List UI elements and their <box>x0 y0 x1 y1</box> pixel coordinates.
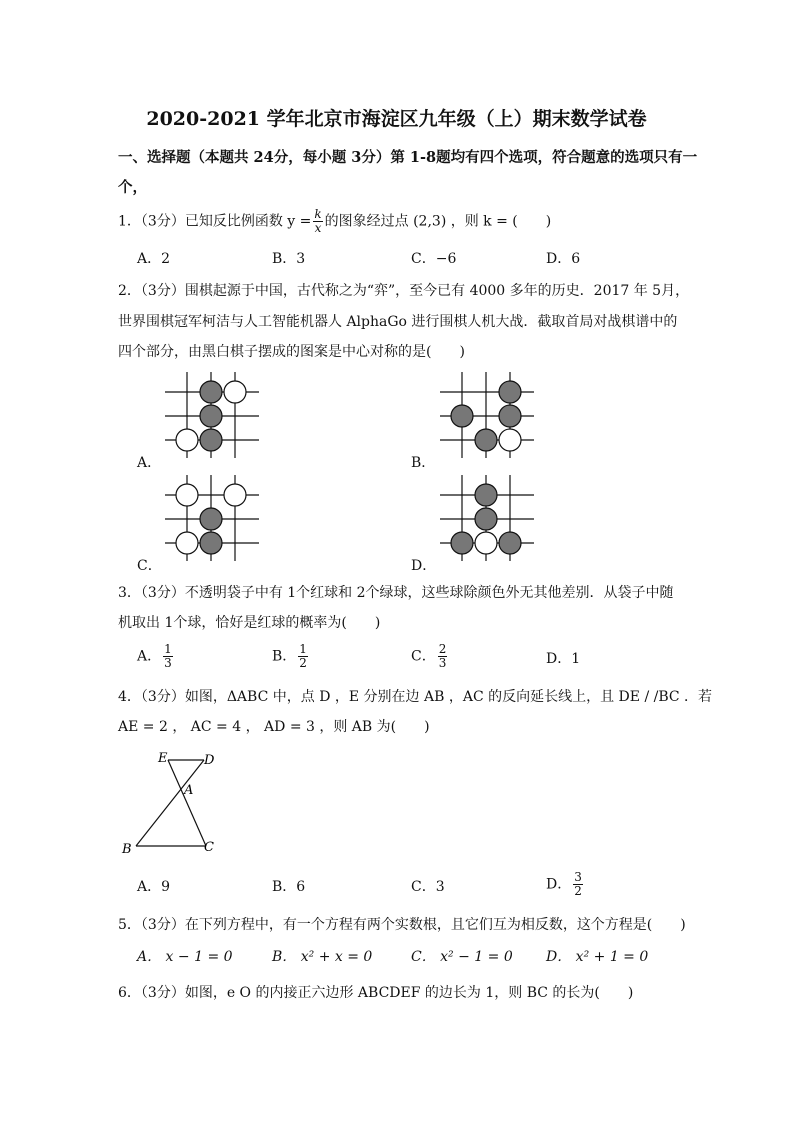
q4-line2: AE = 2 ， AC = 4 ， AD = 3 ，则 AB 为( ) <box>118 719 430 735</box>
q3-b-den: 2 <box>299 656 307 670</box>
segment-db <box>136 760 204 846</box>
q1-prefix: 1．（3分）已知反比例函数 y = <box>118 213 312 230</box>
q3-b-num: 1 <box>299 642 307 656</box>
q4-option-a[interactable]: A．9 <box>137 879 171 895</box>
page-title: 2020-2021 学年北京市海淀区九年级（上）期末数学试卷 <box>146 108 647 130</box>
q1-option-d[interactable]: D．6 <box>546 251 581 267</box>
go-board-b <box>440 372 534 458</box>
q4-option-d-label: D． <box>546 876 572 893</box>
section-heading-line1: 一、选择题（本题共 24分，每小题 3分）第 1-8题均有四个选项，符合题意的选项只有一 <box>118 149 698 166</box>
q5-line1: 5．（3分）在下列方程中，有一个方程有两个实数根，且它们互为相反数，这个方程是( ) <box>118 917 686 933</box>
section-heading-line2: 个， <box>118 179 147 196</box>
q1-suffix: 的图象经过点 (2,3) ，则 k = ( ) <box>324 213 552 230</box>
go-board-a <box>165 372 259 458</box>
q1-fraction <box>313 208 322 235</box>
go-board-c <box>165 475 259 561</box>
q2-option-b[interactable]: B． <box>411 455 436 471</box>
q3-option-b-fraction <box>298 643 308 670</box>
triangle-figure <box>118 748 228 858</box>
q3-option-d[interactable]: D．1 <box>546 651 581 667</box>
q1-stem <box>118 208 551 235</box>
label-d: D <box>204 753 215 768</box>
go-board-d <box>440 475 534 561</box>
q3-c-den: 3 <box>438 656 447 670</box>
q4-option-b[interactable]: B．6 <box>272 879 306 895</box>
q1-option-b[interactable]: B．3 <box>272 251 306 267</box>
q2-line1: 2．（3分）围棋起源于中国，古代称之为“弈”，至今已有 4000 多年的历史．2017 年 5月， <box>118 283 690 299</box>
q3-option-b-label: B． <box>272 648 297 665</box>
q2-option-d[interactable]: D． <box>411 558 437 574</box>
label-b: B <box>122 842 132 857</box>
q3-option-a[interactable] <box>137 643 175 670</box>
q1-frac-num: k <box>314 207 322 221</box>
q3-c-num: 2 <box>438 642 447 656</box>
label-c: C <box>204 840 214 855</box>
label-a: A <box>184 783 194 798</box>
q3-option-c[interactable] <box>411 643 449 670</box>
q4-option-d-fraction <box>573 871 583 898</box>
q2-line2: 世界围棋冠军柯洁与人工智能机器人 AlphaGo 进行围棋人机大战．截取首局对战棋谱中的 <box>118 314 678 330</box>
q4-d-num: 3 <box>574 870 582 884</box>
q5-option-d[interactable]: D． x² + 1 = 0 <box>546 949 649 965</box>
q5-option-b[interactable]: B． x² + x = 0 <box>272 949 373 965</box>
q3-option-a-label: A． <box>137 648 162 665</box>
q3-a-num: 1 <box>164 642 172 656</box>
q1-option-c[interactable]: C．−6 <box>411 251 457 267</box>
q3-a-den: 3 <box>164 656 172 670</box>
q3-line1: 3．（3分）不透明袋子中有 1个红球和 2个绿球，这些球除颜色外无其他差别．从袋子中随 <box>118 585 674 601</box>
q1-frac-den: x <box>314 221 322 235</box>
q4-d-den: 2 <box>574 884 582 898</box>
q4-line1: 4．（3分）如图，ΔABC 中，点 D ，E 分别在边 AB ，AC 的反向延长线上，且 DE / /BC ．若 <box>118 689 713 705</box>
q3-option-c-fraction <box>438 643 448 670</box>
label-e: E <box>158 751 168 766</box>
q4-option-c[interactable]: C．3 <box>411 879 445 895</box>
q3-option-a-fraction <box>163 643 173 670</box>
q2-line3: 四个部分，由黑白棋子摆成的图案是中心对称的是( ) <box>118 344 465 360</box>
q5-option-c[interactable]: C． x² − 1 = 0 <box>411 949 513 965</box>
q3-option-b[interactable] <box>272 643 310 670</box>
q5-option-a[interactable]: A． x − 1 = 0 <box>137 949 233 965</box>
q4-option-d[interactable] <box>546 871 585 898</box>
q6-line1: 6．（3分）如图，e O 的内接正六边形 ABCDEF 的边长为 1，则 BC 的长为( ) <box>118 985 634 1001</box>
segment-ec <box>168 760 206 846</box>
q3-line2: 机取出 1个球，恰好是红球的概率为( ) <box>118 615 381 631</box>
q2-option-a[interactable]: A． <box>137 455 162 471</box>
q3-option-c-label: C． <box>411 648 436 665</box>
q2-option-c[interactable]: C． <box>137 558 162 574</box>
q1-option-a[interactable]: A．2 <box>137 251 171 267</box>
